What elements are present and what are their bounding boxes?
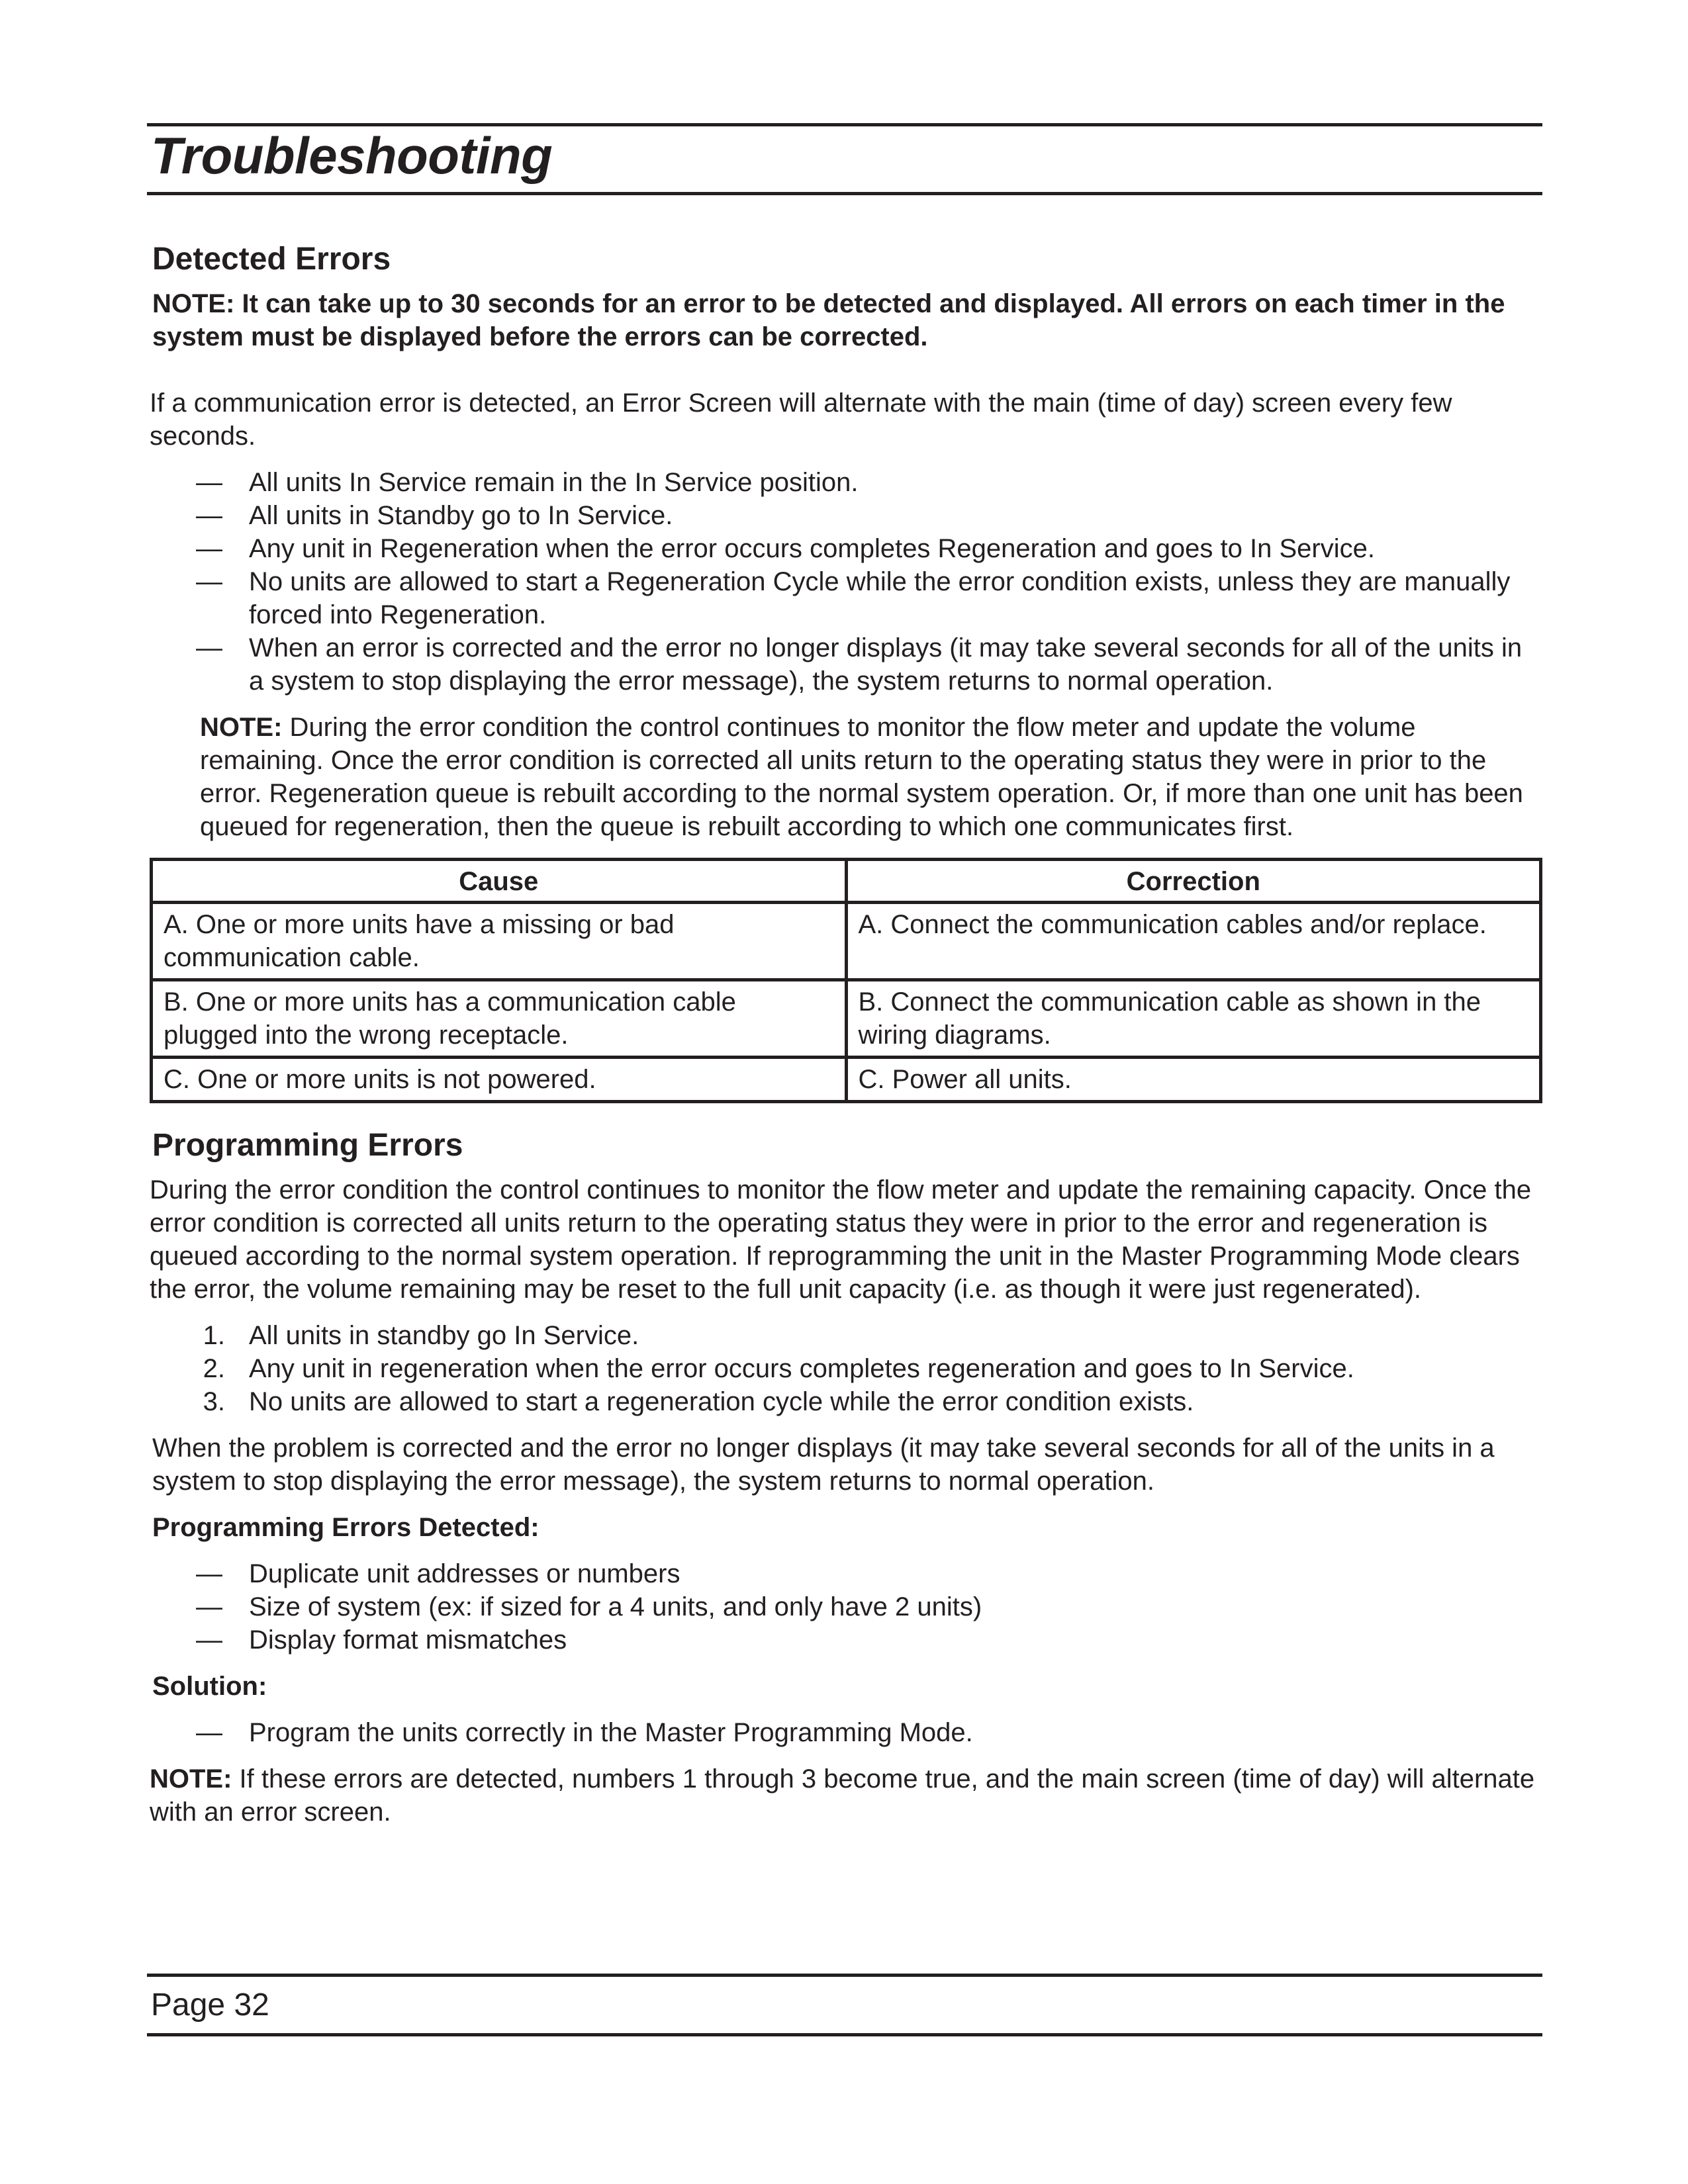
footer-top-rule — [147, 1974, 1542, 1977]
dash-marker: — — [196, 567, 222, 596]
list-item — [150, 1590, 1542, 1623]
page-content — [150, 240, 1542, 1829]
list-item-text: All units in Standby go to In Service. — [249, 501, 673, 530]
programming-errors-detected-heading: Programming Errors Detected: — [152, 1513, 539, 1542]
note-text: If these errors are detected, numbers 1 through 3 become true, and the main screen (time of day) will alternate with an error screen. — [150, 1764, 1535, 1827]
programming-errors-note — [150, 1762, 1542, 1829]
programming-errors-steps — [150, 1319, 1542, 1418]
list-item — [150, 1352, 1542, 1385]
list-item — [150, 565, 1542, 631]
list-item — [150, 466, 1542, 499]
list-item-text: Program the units correctly in the Master Programming Mode. — [249, 1718, 973, 1747]
solution-list — [150, 1716, 1542, 1749]
list-item — [150, 532, 1542, 565]
list-item-text: Size of system (ex: if sized for a 4 units, and only have 2 units) — [249, 1592, 982, 1621]
list-item — [150, 1623, 1542, 1657]
cause-cell: B. One or more units has a communication cable plugged into the wrong receptacle. — [152, 980, 847, 1058]
dash-marker: — — [196, 1592, 222, 1621]
page-title: Troubleshooting — [151, 126, 553, 185]
list-item — [150, 1557, 1542, 1590]
header-bottom-rule — [147, 192, 1542, 195]
table-row — [152, 1058, 1541, 1102]
step-number: 2. — [203, 1354, 225, 1383]
list-item-text: No units are allowed to start a regeneration cycle while the error condition exists. — [249, 1387, 1194, 1416]
dash-marker: — — [196, 468, 222, 497]
note-text: During the error condition the control continues to monitor the flow meter and update the volume remaining. Once the error condition is corrected all units return to the operating status they were in prior to the error. Regeneration queue is rebuilt according to the normal system operation. Or, if more than one unit has been queued for regeneration, then the queue is rebuilt according to which one communicates first. — [200, 713, 1523, 841]
correction-cell: A. Connect the communication cables and/or replace. — [846, 903, 1541, 980]
detected-errors-heading: Detected Errors — [152, 242, 391, 277]
list-item-text: Display format mismatches — [249, 1625, 567, 1655]
correction-cell: C. Power all units. — [846, 1058, 1541, 1102]
column-header-cause: Cause — [152, 860, 847, 903]
note-label: NOTE: — [200, 713, 283, 742]
correction-cell: B. Connect the communication cable as shown in the wiring diagrams. — [846, 980, 1541, 1058]
list-item — [150, 499, 1542, 532]
dash-marker: — — [196, 1625, 222, 1655]
step-number: 1. — [203, 1321, 225, 1350]
detected-errors-note: NOTE: It can take up to 30 seconds for an error to be detected and displayed. All errors on each timer in the system must be displayed before the errors can be corrected. — [152, 289, 1505, 351]
table-row — [152, 980, 1541, 1058]
dash-marker: — — [196, 1559, 222, 1588]
step-number: 3. — [203, 1387, 225, 1416]
list-item-text: No units are allowed to start a Regeneration Cycle while the error condition exists, unless they are manually forced into Regeneration. — [249, 567, 1511, 629]
dash-marker: — — [196, 534, 222, 563]
list-item — [150, 1385, 1542, 1418]
table-header-row — [152, 860, 1541, 903]
list-item — [150, 631, 1542, 698]
list-item-text: Any unit in regeneration when the error occurs completes regeneration and goes to In Service. — [249, 1354, 1354, 1383]
list-item-text: Duplicate unit addresses or numbers — [249, 1559, 680, 1588]
dash-marker: — — [196, 633, 222, 662]
programming-errors-after: When the problem is corrected and the error no longer displays (it may take several seconds for all of the units in a system to stop displaying the error message), the system returns to normal operation. — [152, 1433, 1495, 1496]
cause-correction-table — [150, 858, 1542, 1103]
list-item-text: All units in standby go In Service. — [249, 1321, 639, 1350]
detected-errors-note-2 — [150, 711, 1542, 843]
detected-errors-list — [150, 466, 1542, 698]
solution-heading: Solution: — [152, 1672, 267, 1701]
table-row — [152, 903, 1541, 980]
note-label: NOTE: — [150, 1764, 232, 1794]
list-item — [150, 1319, 1542, 1352]
list-item-text: When an error is corrected and the error no longer displays (it may take several seconds for all of the units in a system to stop displaying the error message), the system returns to normal operation. — [249, 633, 1523, 696]
dash-marker: — — [196, 1718, 222, 1747]
cause-cell: A. One or more units have a missing or bad communication cable. — [152, 903, 847, 980]
programming-errors-intro: During the error condition the control continues to monitor the flow meter and update the remaining capacity. Once the error condition is corrected all units return to the operating status they were in prior to the error and regeneration is queued according to the normal system operation. If reprogramming the unit in the Master Programming Mode clears the error, the volume remaining may be reset to the full unit capacity (i.e. as though it were just regenerated). — [150, 1175, 1532, 1304]
footer-bottom-rule — [147, 2033, 1542, 2036]
programming-errors-detected-list — [150, 1557, 1542, 1657]
page-number: Page 32 — [151, 1987, 269, 2023]
list-item — [150, 1716, 1542, 1749]
cause-cell: C. One or more units is not powered. — [152, 1058, 847, 1102]
dash-marker: — — [196, 501, 222, 530]
list-item-text: All units In Service remain in the In Service position. — [249, 468, 859, 497]
detected-errors-intro: If a communication error is detected, an Error Screen will alternate with the main (time of day) screen every few seconds. — [150, 388, 1452, 451]
programming-errors-heading: Programming Errors — [152, 1128, 463, 1163]
column-header-correction: Correction — [846, 860, 1541, 903]
list-item-text: Any unit in Regeneration when the error occurs completes Regeneration and goes to In Service. — [249, 534, 1375, 563]
